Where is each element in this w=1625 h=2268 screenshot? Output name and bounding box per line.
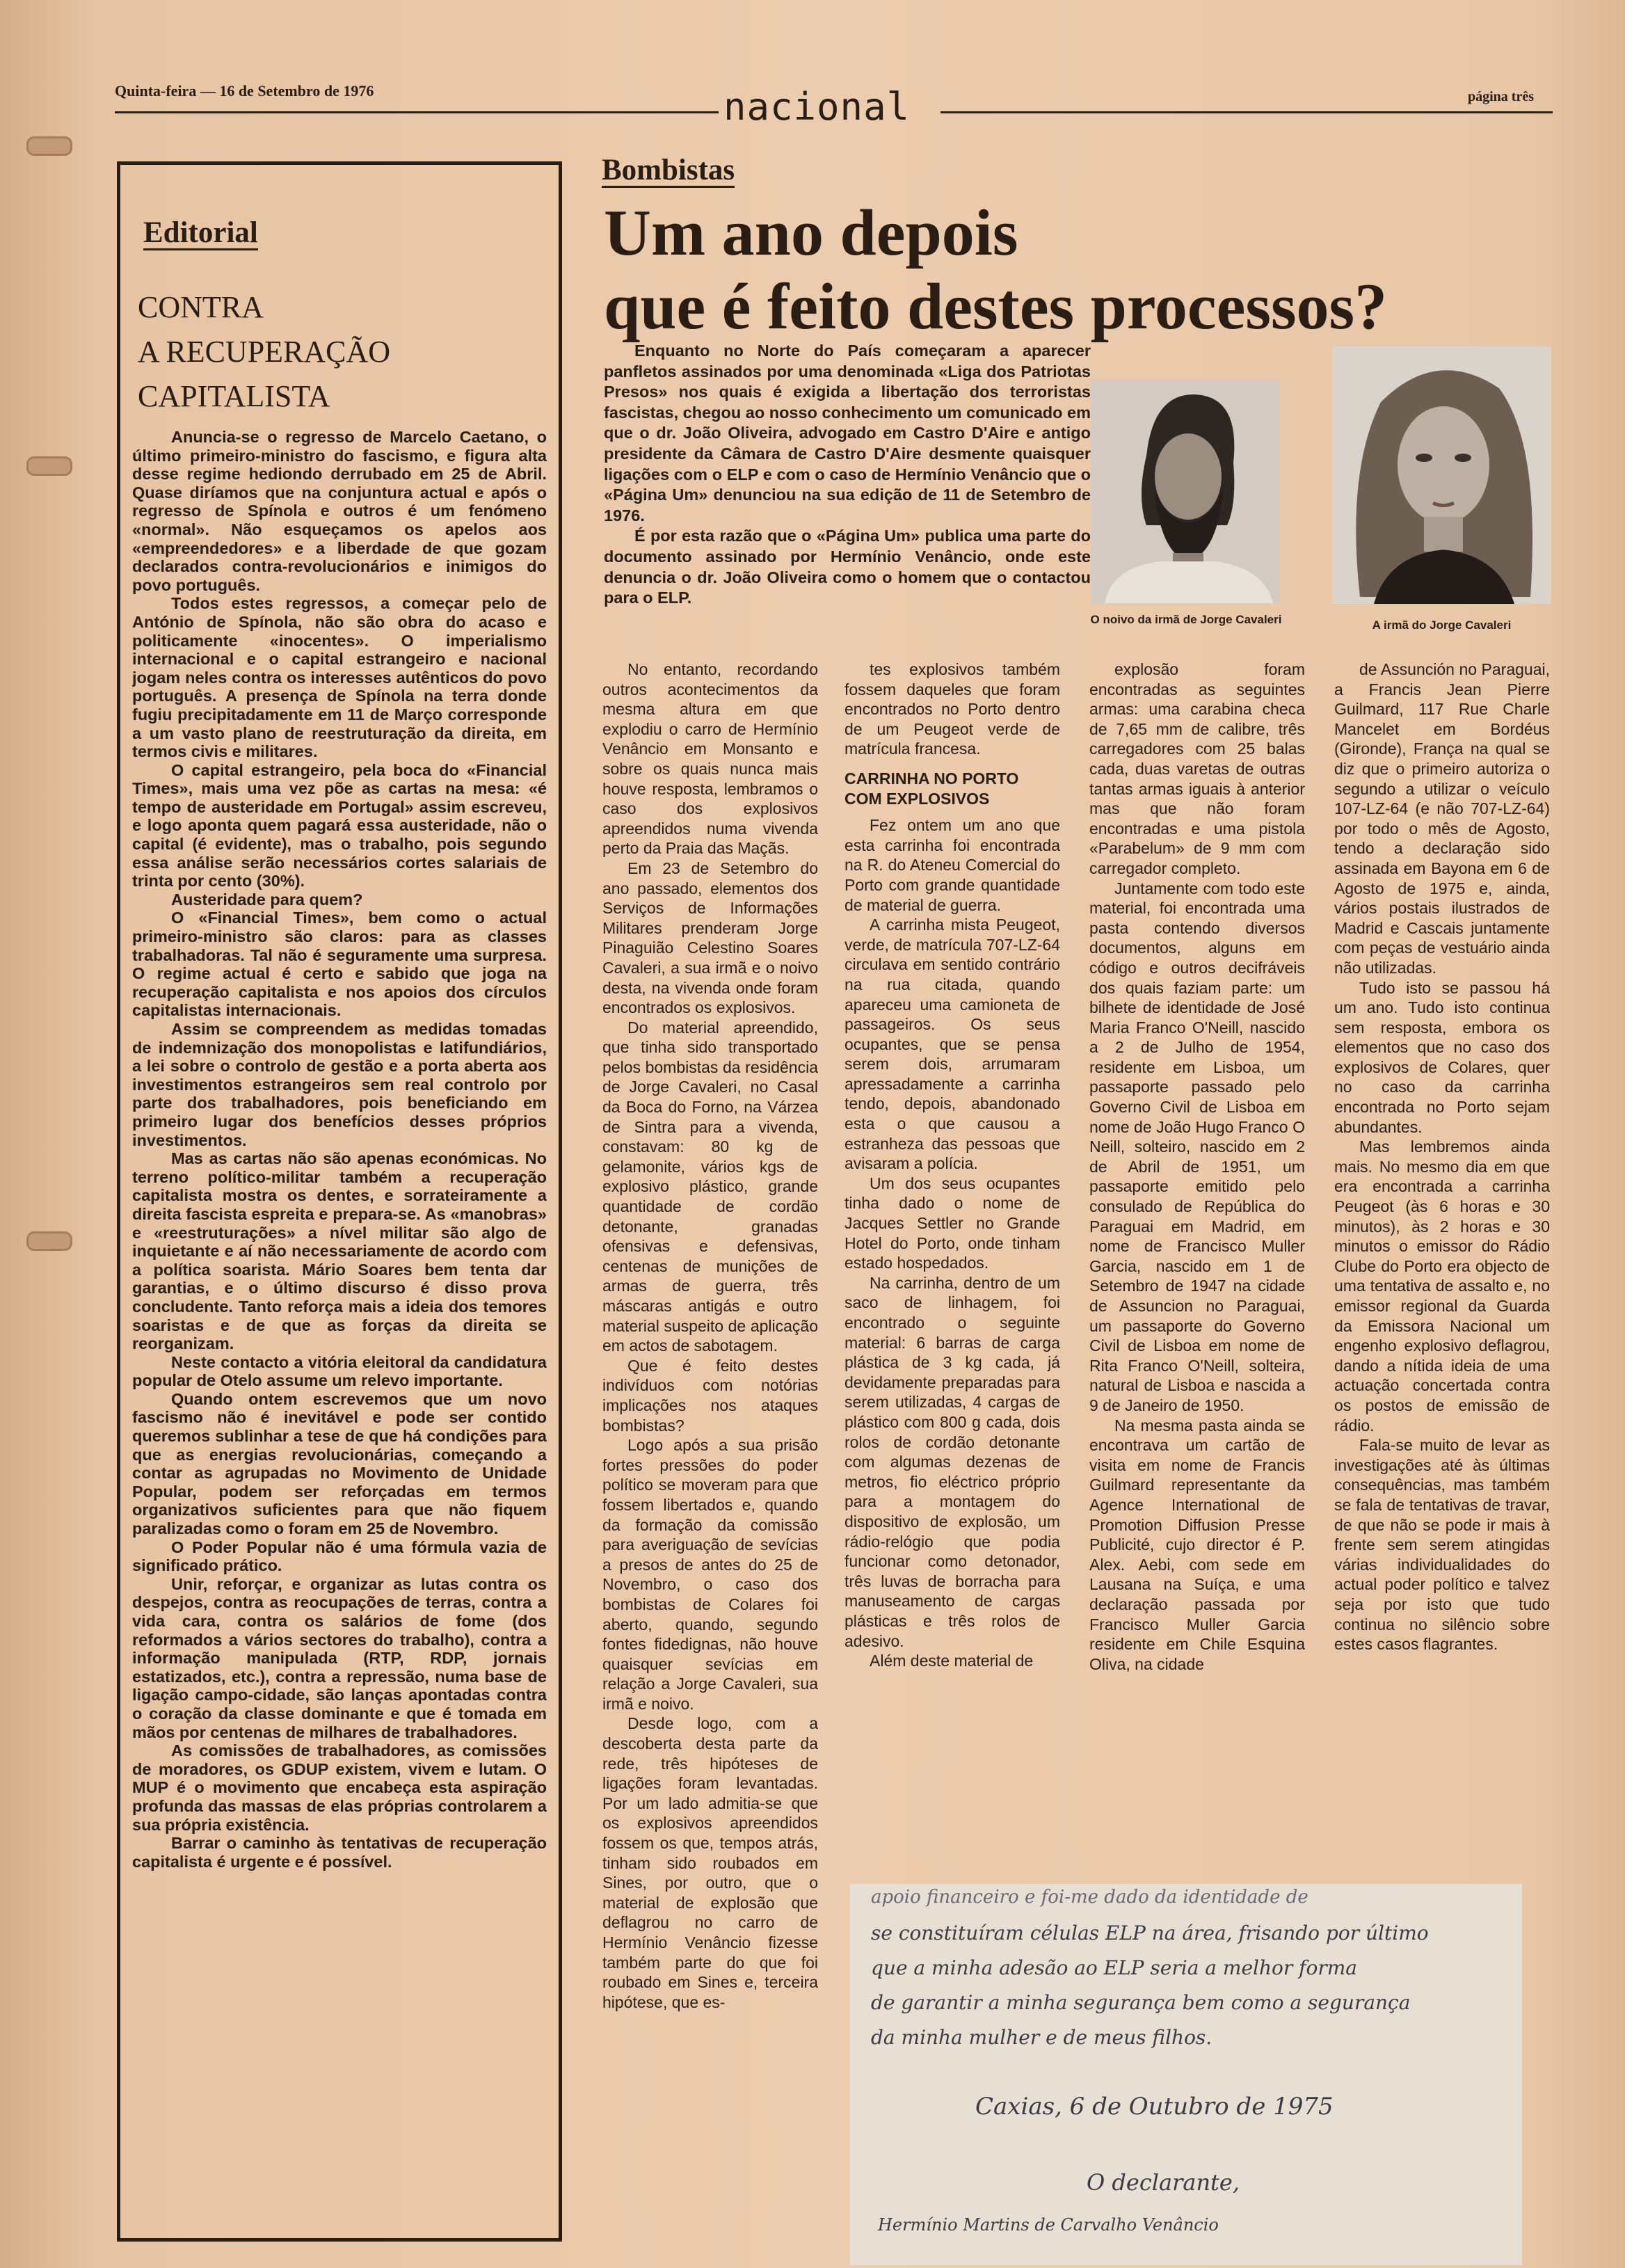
editorial-title (138, 285, 390, 419)
letter-line: que a minha adesão ao ELP seria a melhor forma (871, 1956, 1357, 1979)
article-paragraph: Em 23 de Setembro do ano passado, elementos dos Serviços de Informações Militares prenderam Jorge Pinaguião Celestino Soares Cavaleri, a sua irmã e o noivo desta, na vivenda onde foram encontrados os explosivos. (602, 859, 818, 1017)
editorial-paragraph: Unir, reforçar, e organizar as lutas contra os despejos, contra as reocupações de terras, contra a vida cara, contra os salários de fome (dos reformados a vários sectores do trabalho), contra a informação manipulada (RTP, RDP, jornais estatizados, etc.), contra a repressão, numa base de ligação campo-cidade, são lanças apontadas contra o coração da classe dominante e que é tomada em mãos por centenas de milhares de trabalhadores. (132, 1574, 547, 1741)
issue-date: Quinta-feira — 16 de Setembro de 1976 (115, 82, 374, 99)
letter-facsimile (850, 1884, 1522, 2265)
letter-signature: Hermínio Martins de Carvalho Venâncio (878, 2215, 1219, 2235)
header-rule-right (940, 111, 1553, 113)
editorial-paragraph: O capital estrangeiro, pela boca do «Financial Times», mais uma vez põe as cartas na mesa: «é tempo de austeridade em Portugal» assim escreveu, e logo aponta quem pagará essa austeridade, não o capital (é evidente), mas o trabalho, pois segundo essa análise serão necessários cortes salariais de trinta por cento (30%). (132, 760, 547, 891)
editorial-paragraph: Austeridade para quem? (171, 890, 363, 909)
editorial-paragraph: As comissões de trabalhadores, as comissões de moradores, os GDUP existem, vivem e lutam. O MUP é o movimento que encabeça esta aspiração profunda das massas de elas próprias controlarem a sua própria existência. (132, 1741, 547, 1834)
editorial-paragraph: Barrar o caminho às tentativas de recuperação capitalista é urgente e é possível. (132, 1834, 547, 1871)
headline-line: que é feito destes processos? (604, 271, 1388, 343)
article-kicker: Bombistas (602, 154, 735, 188)
article-paragraph: Tudo isto se passou há um ano. Tudo isto continua sem resposta, embora os elementos que no caso dos explosivos de Colares, quer no caso da carrinha encontrada no Porto sejam abundantes. (1334, 978, 1550, 1136)
article-paragraph: Juntamente com todo este material, foi encontrada uma pasta contendo diversos documentos, alguns em código e outros decifráveis dos quais faziam parte: um bilhete de identidade de José Maria Franco O'Neill, nascido a 2 de Julho de 1954, residente em Lisboa, um passaporte passado pelo Governo Civil de Lisboa em nome de João Hugo Franco O Neill, solteiro, nascido em 2 de Abril de 1951, um passaporte emitido pelo consulado de República do Paraguai em Madrid, em nome de Francisco Muller Garcia, nascido em 1 de Setembro de 1947 na cidade de Assuncion no Paraguai, um passaporte do Governo Civil de Lisboa em nome de Rita Franco O'Neill, solteira, natural de Lisboa e nascida a 9 de Janeiro de 1950. (1089, 879, 1305, 1414)
article-paragraph: Um dos seus ocupantes tinha dado o nome de Jacques Settler no Grande Hotel do Porto, onde tinham estado hospedados. (844, 1174, 1060, 1272)
article-paragraph: Mas lembremos ainda mais. No mesmo dia em que era encontrada a carrinha Peugeot (às 6 horas e 30 minutos), às 2 horas e 30 minutos o emissor do Rádio Clube do Porto era objecto de uma tentativa de assalto e, no emissor regional da Guarda da Emissora Nacional um engenho explosivo deflagrou, dando a nítida ideia de uma actuação concertada contra os postos de emissão de rádio. (1334, 1137, 1550, 1435)
article-paragraph: Fez ontem um ano que esta carrinha foi encontrada na R. do Ateneu Comercial do Porto com grande quantidade de material de guerra. (844, 816, 1060, 914)
editorial-paragraph: Anuncia-se o regresso de Marcelo Caetano, o último primeiro-ministro do fascismo, e figura alta desse regime hediondo derrubado em 25 de Abril. Quase diríamos que na conjuntura actual e após o regresso de Spínola e outros é um fenómeno «normal». Não esqueçamos os apelos aos «empreendedores» e a liberdade de que gozam declarados contra-revolucionários e inimigos do povo português. (132, 428, 547, 594)
editorial-paragraph: O Poder Popular não é uma fórmula vazia de significado prático. (132, 1538, 547, 1575)
article-paragraph: No entanto, recordando outros acontecimentos da mesma altura em que explodiu o carro de Hermínio Venâncio em Monsanto e sobre os quais nunca mais houve resposta, lembramos o caso dos explosivos apreendidos numa vivenda perto da Praia das Maçãs. (602, 660, 818, 858)
article-paragraph: Que é feito destes indivíduos com notórias implicações nos ataques bombistas? (602, 1356, 818, 1435)
portrait-woman-image (1332, 346, 1551, 604)
editorial-title-line: CAPITALISTA (138, 379, 330, 413)
article-paragraph: Fala-se muito de levar as investigações até às últimas consequências, mas também se fala de tentativas de travar, de que não se pode ir mais à frente sem serem atingidas várias individualidades do actual poder político e talvez seja por isto que tudo continua no silêncio sobre estes casos flagrantes. (1334, 1436, 1550, 1654)
editorial-paragraph: Quando ontem escrevemos que um novo fascismo não é inevitável e pode ser contido queremos sublinhar a tese de que há condições para que as energias revolucionárias, começando a contar as agrupadas no Movimento de Unidade Popular, podem ser reforçadas em termos organizativos suficientes para que não fiquem paralizadas como o foram em 25 de Novembro. (132, 1389, 547, 1538)
binding-hole (26, 456, 72, 476)
editorial-paragraph: Mas as cartas não são apenas económicas. No terreno político-militar também a recuperação capitalista mostra os dentes, e sorrateiramente a direita fascista espreita e prepara-se. As «manobras» e «reestruturações» a nível militar são algo de inquietante e aí não necessariamente de acordo com a política soarista. Mário Soares bem tenta dar garantias, e o último discurso é disso prova concludente. Tanto reforça mais a ideia dos temores soaristas e de que as forças da direita se reorganizam. (132, 1149, 547, 1353)
article-paragraph: explosão foram encontradas as seguintes armas: uma carabina checa de 7,65 mm de calibre, três carregadores com 25 balas cada, duas varetas de outras tantas armas iguais à anterior mas que não foram encontradas e uma pistola «Parabelum» de 9 mm com carregador completo. (1089, 660, 1305, 877)
article-column-4 (1334, 660, 1550, 1870)
lead-paragraph: Enquanto no Norte do País começaram a aparecer panfletos assinados por uma denominada «Liga dos Patriotas Presos» nos quais é exigida a libertação dos terroristas fascistas, chegou ao nosso conhecimento um comunicado em que o dr. João Oliveira, advogado em Castro D'Aire e antigo presidente da Câmara de Castro D'Aire desmente quaisquer ligações com o ELP e com o caso de Hermínio Venâncio que o «Página Um» denunciou na sua edição de 11 de Setembro de 1976. (604, 342, 1091, 525)
article-paragraph: Do material apreendido, que tinha sido transportado pelos bombistas da residência de Jorge Cavaleri, no Casal da Boca do Forno, na Várzea de Sintra para a vivenda, constavam: 80 kg de gelamonite, vários kgs de explosivo plástico, grande quantidade de cordão detonante, granadas ofensivas e defensivas, centenas de munições de armas de guerra, três máscaras antigás e outro material suspeito de aplicação em actos de sabotagem. (602, 1018, 818, 1355)
editorial-body (132, 428, 547, 2230)
editorial-paragraph: Assim se compreendem as medidas tomadas de indemnização dos monopolistas e latifundiários, a lei sobre o controlo de gestão e a porta aberta aos investimentos estrangeiros sem real controlo por parte dos trabalhadores, pois beneficiando em primeiro lugar dos benefícios desses próprios investimentos. (132, 1020, 547, 1149)
headline-line: Um ano depois (604, 197, 1018, 269)
lead-paragraph: É por esta razão que o «Página Um» publica uma parte do documento assinado por Hermínio Venâncio, onde este denuncia o dr. João Oliveira como o homem que o contactou para o ELP. (604, 527, 1091, 607)
header-rule-left (115, 111, 719, 113)
photo-man (1091, 379, 1280, 603)
photo-caption: O noivo da irmã de Jorge Cavaleri (1090, 613, 1282, 626)
article-paragraph: de Assunción no Paraguai, a Francis Jean Pierre Guilmard, 117 Rue Charle Mancelet em Bordéus (Gironde), França na qual se diz que o primeiro autoriza o segundo a utilizar o veículo 107-LZ-64 (e não 707-LZ-64) por todo o mês de Agosto, tendo a declaração sido assinada em Bayona em 6 de Agosto de 1975 e, ainda, vários postais ilustrados de Madrid e Cascais juntamente com peças de vestuário ainda não utilizadas. (1334, 660, 1550, 977)
page-number: página três (1468, 89, 1534, 104)
editorial-paragraph: Todos estes regressos, a começar pelo de António de Spínola, não são obra do acaso e politicamente «inocentes». O imperialismo internacional e o capital estrangeiro e nacional jogam neles contra os interesses autênticos do povo português. A presença de Spínola na terra donde fugiu precipitadamente em 11 de Março corresponde a um vasto plano de reestruturação da direita, em termos civis e militares. (132, 594, 547, 761)
binding-hole (26, 1231, 72, 1251)
photo-woman (1332, 346, 1551, 604)
article-paragraph: Desde logo, com a descoberta desta parte da rede, três hipóteses de ligações foram levantadas. Por um lado admitia-se que os explosivos apreendidos fossem os que, tempos atrás, tinham sido roubados em Sines, por outro, que o material de explosão que deflagrou no carro de Hermínio Venâncio fizesse também parte do que foi roubado em Sines e, terceira hipótese, que es- (602, 1714, 818, 2011)
editorial-title-line: CONTRA (138, 290, 264, 324)
letter-line: de garantir a minha segurança bem como a segurança (871, 1991, 1411, 2014)
article-paragraph: Na mesma pasta ainda se encontrava um cartão de visita em nome de Francis Guilmard representante da Agence International de Promotion Diffusion Presse Publicité, cujo director é P. Alex. Aebi, com sede em Lausana na Suíça, e uma declaração passada por Francisco Muller Garcia residente em Chile Esquina Oliva, na cidade (1089, 1416, 1305, 1673)
editorial-paragraph: O «Financial Times», bem como o actual primeiro-ministro são claros: para as classes trabalhadoras. Tal não é seguramente uma surpresa. O regime actual é certo e sabido que joga na recuperação capitalista e nos apoios dos círculos capitalistas internacionais. (132, 909, 547, 1020)
article-subheading: CARRINHA NO PORTO COM EXPLOSIVOS (844, 769, 1019, 808)
section-title: nacional (723, 85, 911, 129)
editorial-title-line: A RECUPERAÇÃO (138, 335, 391, 369)
letter-line: se constituíram células ELP na área, frisando por último (871, 1922, 1429, 1944)
portrait-man-image (1091, 379, 1280, 603)
binding-hole (26, 136, 72, 156)
editorial-paragraph: Neste contacto a vitória eleitoral da candidatura popular de Otelo assume um relevo importante. (132, 1352, 547, 1390)
article-column-3 (1089, 660, 1305, 1870)
article-paragraph: tes explosivos também fossem daqueles que foram encontrados no Porto dentro de um Peugeot verde de matrícula francesa. (844, 660, 1060, 758)
article-column-2 (844, 660, 1060, 1870)
article-column-1 (602, 660, 818, 2260)
article-paragraph: Na carrinha, dentro de um saco de linhagem, foi encontrado o seguinte material: 6 barras de carga plástica de 3 kg cada, já devidamente preparadas para serem utilizadas, 4 cargas de plástico com 800 g cada, dois rolos de cordão detonante com algumas dezenas de metros, fio eléctrico próprio para a montagem do dispositivo de explosão, um rádio-relógio que podia funcionar como detonador, três luvas de borracha para manuseamento de cargas plásticas e três rolos de adesivo. (844, 1273, 1060, 1650)
letter-line: da minha mulher e de meus filhos. (871, 2026, 1212, 2049)
letter-line: apoio financeiro e foi-me dado da identidade de (871, 1887, 1308, 1908)
editorial-label: Editorial (143, 217, 258, 250)
article-paragraph: Logo após a sua prisão fortes pressões do poder político se moveram para que fossem libertados e, quando da formação da comissão para averiguação de sevícias a presos de antes do 25 de Novembro, o caso dos bombistas de Colares foi aberto, quando, segundo fontes fidedignas, não houve quaisquer sevícias em relação a Jorge Cavaleri, sua irmã e noivo. (602, 1436, 818, 1713)
article-paragraph: Além deste material de (870, 1652, 1034, 1670)
letter-closing: O declarante, (1087, 2169, 1240, 2196)
article-lead (604, 341, 1091, 647)
photo-caption: A irmã do Jorge Cavaleri (1372, 618, 1512, 632)
article-paragraph: A carrinha mista Peugeot, verde, de matrícula 707-LZ-64 circulava em sentido contrário na rua citada, quando apareceu uma camioneta de passageiros. Os seus ocupantes, que se pensa serem dois, arrumaram apressadamente a carrinha tendo, depois, abandonado esta o que causou a estranheza das pessoas que avisaram a polícia. (844, 916, 1060, 1173)
article-headline (604, 196, 1578, 344)
letter-dateline: Caxias, 6 de Outubro de 1975 (975, 2093, 1334, 2121)
